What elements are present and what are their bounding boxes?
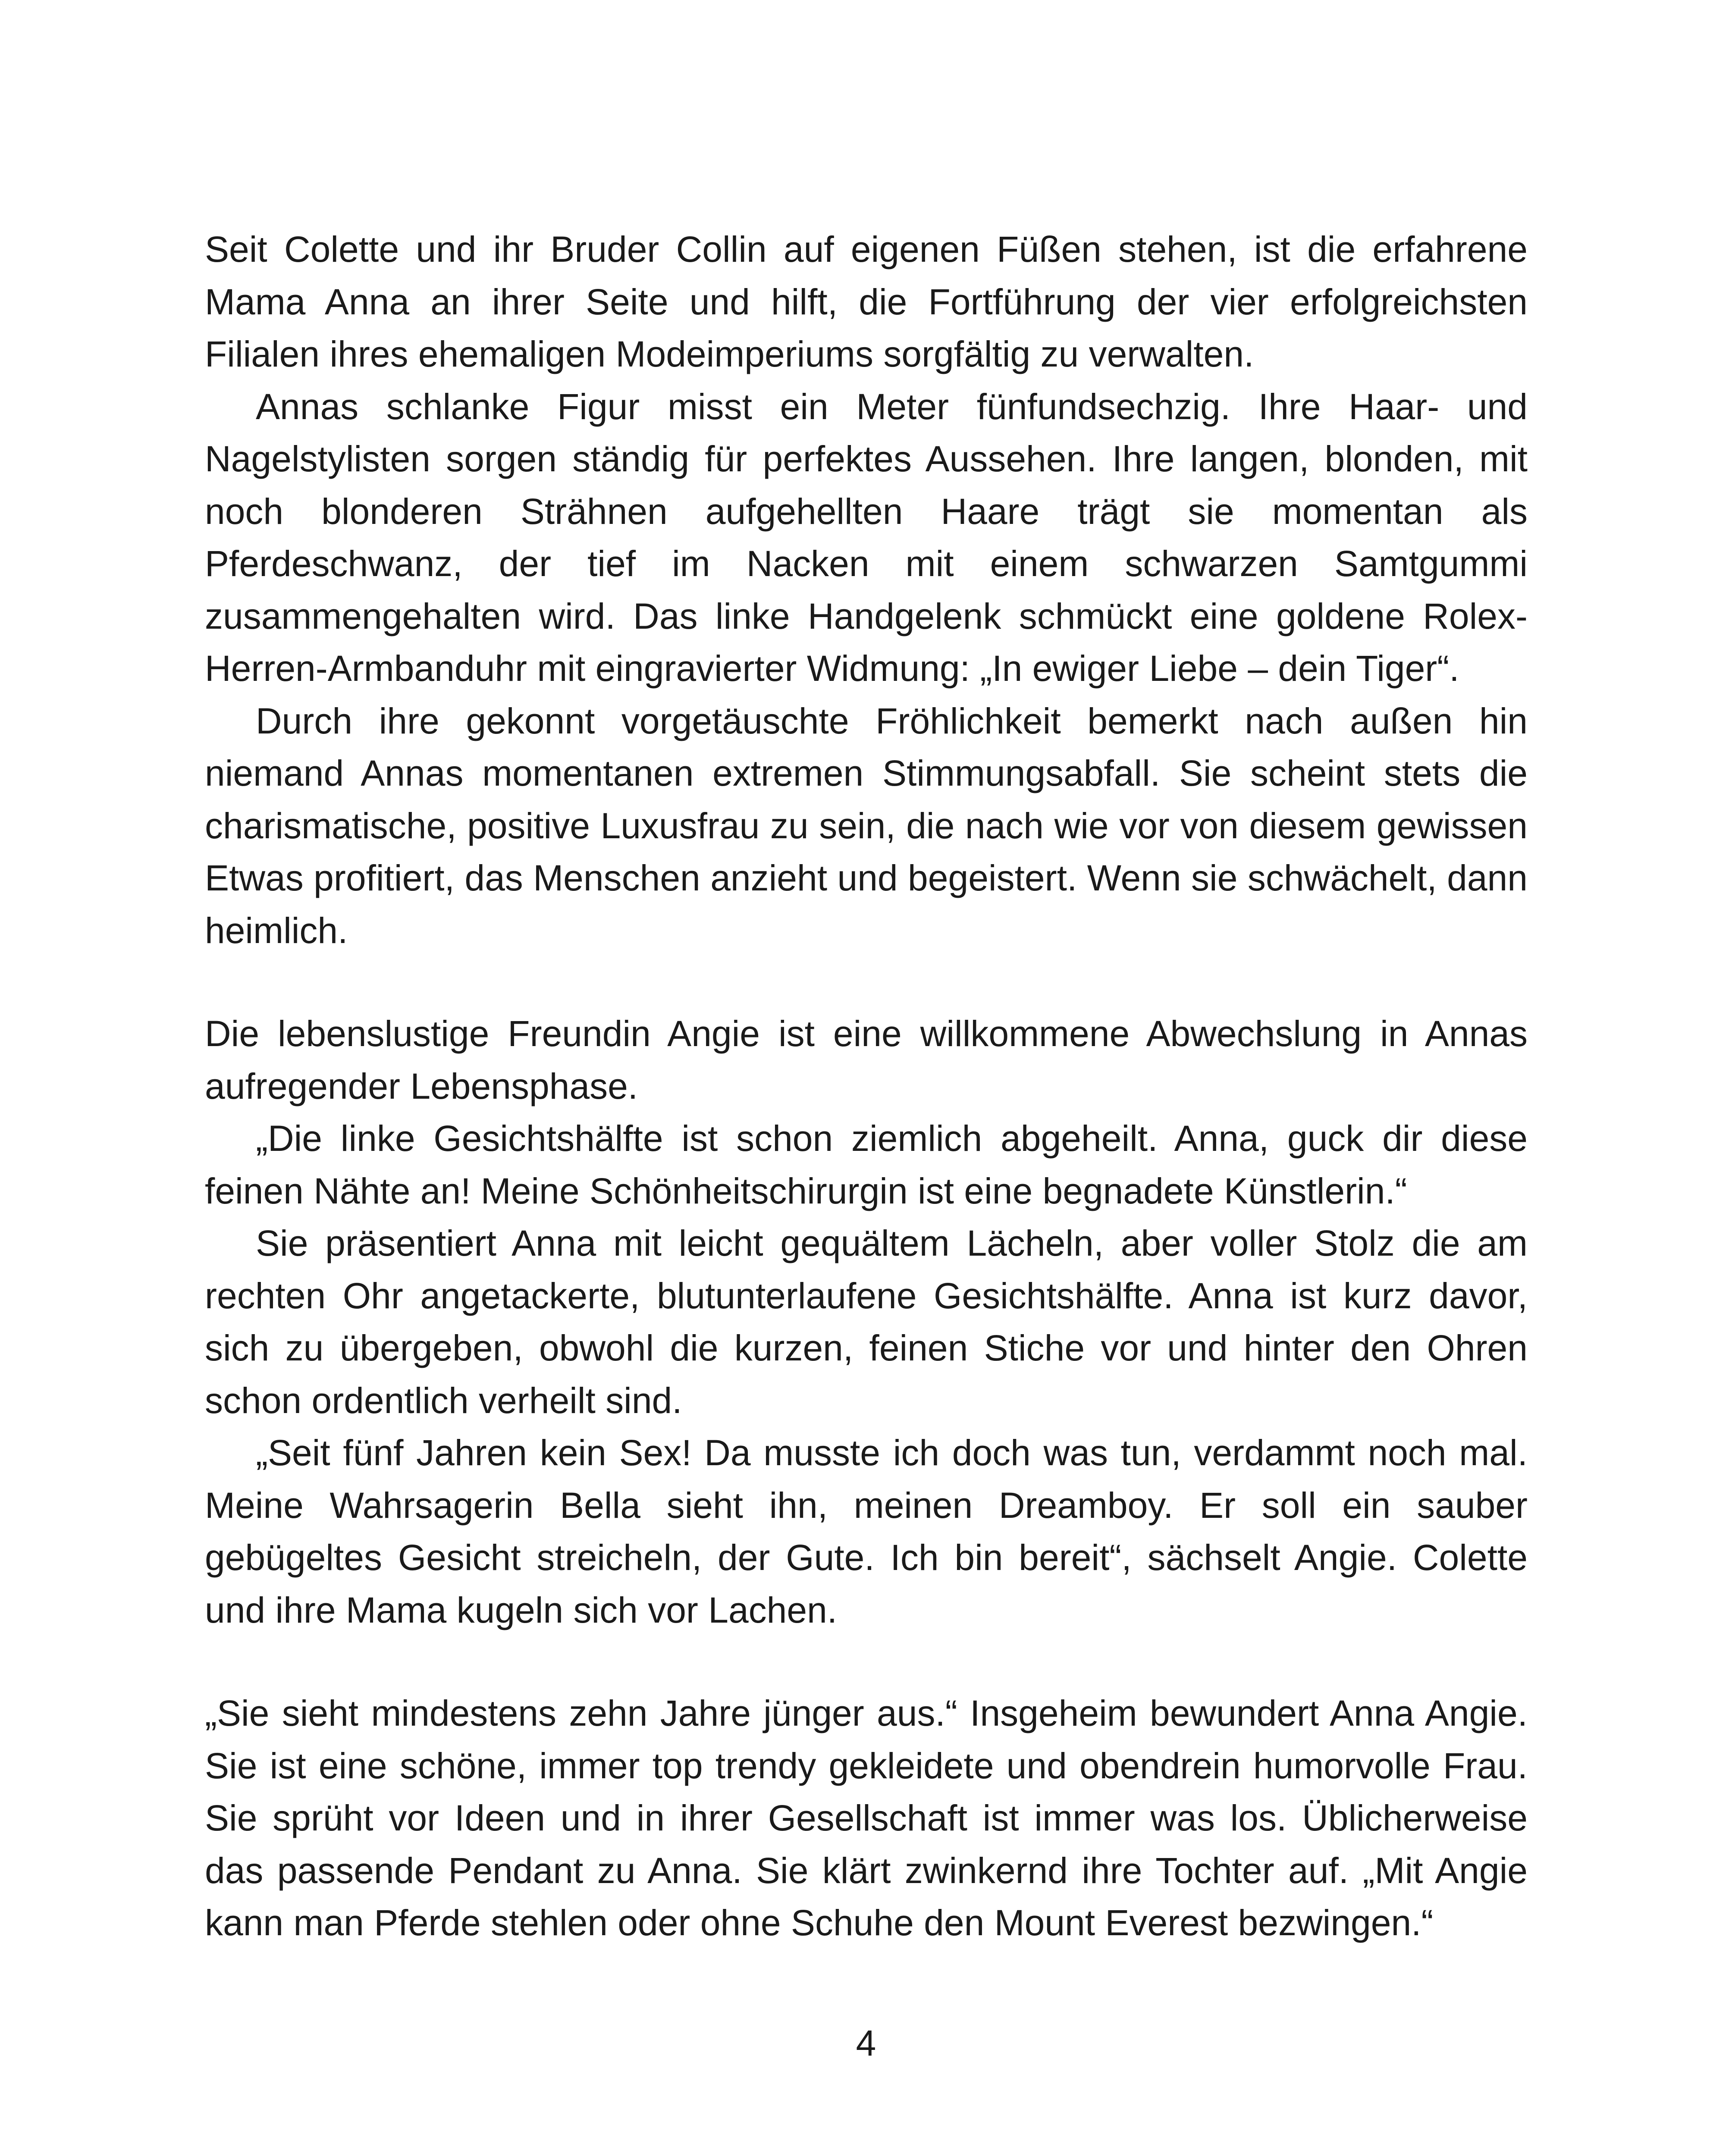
page-number: 4 bbox=[856, 2023, 876, 2063]
text-section-2 bbox=[205, 1008, 1528, 1636]
paragraph: „Sie sieht mindestens zehn Jahre jünger aus.“ Insgeheim bewundert Anna Angie. Sie ist eine schöne, immer top trendy gekleidete und obendrein humorvolle Frau. Sie sprüht vor Ideen und in ihrer Gesellschaft ist immer was los. Üblicherweise das passende Pendant zu Anna. Sie klärt zwinkernd ihre Tochter auf. „Mit Angie kann man Pferde stehlen oder ohne Schuhe den Mount Everest bezwingen.“ bbox=[205, 1693, 1528, 1943]
paragraph: Die lebenslustige Freundin Angie ist eine willkommene Abwechslung in Annas aufregender Lebensphase. bbox=[205, 1013, 1528, 1106]
paragraph: Annas schlanke Figur misst ein Meter fünfundsechzig. Ihre Haar- und Nagelstylisten sorgen ständig für perfektes Aussehen. Ihre langen, blonden, mit noch blonderen Strähnen aufgehellten Haare trägt sie momentan als Pferdeschwanz, der tief im Nacken mit einem schwarzen Samtgummi zusammengehalten wird. Das linke Handgelenk schmückt eine goldene Rolex-Herren-Armbanduhr mit eingravierter Widmung: „In ewiger Liebe – dein Tiger“. bbox=[205, 386, 1528, 689]
text-section-1 bbox=[205, 223, 1528, 957]
paragraph: „Seit fünf Jahren kein Sex! Da musste ich doch was tun, verdammt noch mal. Meine Wahrsagerin Bella sieht ihn, meinen Dreamboy. Er soll ein sauber gebügeltes Gesicht streicheln, der Gute. Ich bin bereit“, sächselt Angie. Colette und ihre Mama kugeln sich vor Lachen. bbox=[205, 1432, 1528, 1630]
paragraph: Durch ihre gekonnt vorgetäuschte Fröhlichkeit bemerkt nach außen hin niemand Annas momentanen extremen Stimmungsabfall. Sie scheint stets die charismatische, positive Luxusfrau zu sein, die nach wie vor von diesem gewissen Etwas profitiert, das Menschen anzieht und begeistert. Wenn sie schwächelt, dann heimlich. bbox=[205, 700, 1528, 951]
paragraph: Sie präsentiert Anna mit leicht gequältem Lächeln, aber voller Stolz die am rechten Ohr angetackerte, blutunterlaufene Gesichtshälfte. Anna ist kurz davor, sich zu übergeben, obwohl die kurzen, feinen Stiche vor und hinter den Ohren schon ordentlich verheilt sind. bbox=[205, 1223, 1528, 1421]
text-section-3 bbox=[205, 1687, 1528, 1949]
paragraph: Seit Colette und ihr Bruder Collin auf eigenen Füßen stehen, ist die erfahrene Mama Anna an ihrer Seite und hilft, die Fortführung der vier erfolgreichsten Filialen ihres ehemaligen Modeimperiums sorgfältig zu verwalten. bbox=[205, 229, 1528, 374]
paragraph: „Die linke Gesichtshälfte ist schon ziemlich abgeheilt. Anna, guck dir diese feinen Nähte an! Meine Schönheitschirurgin ist eine begnadete Künstlerin.“ bbox=[205, 1118, 1528, 1211]
